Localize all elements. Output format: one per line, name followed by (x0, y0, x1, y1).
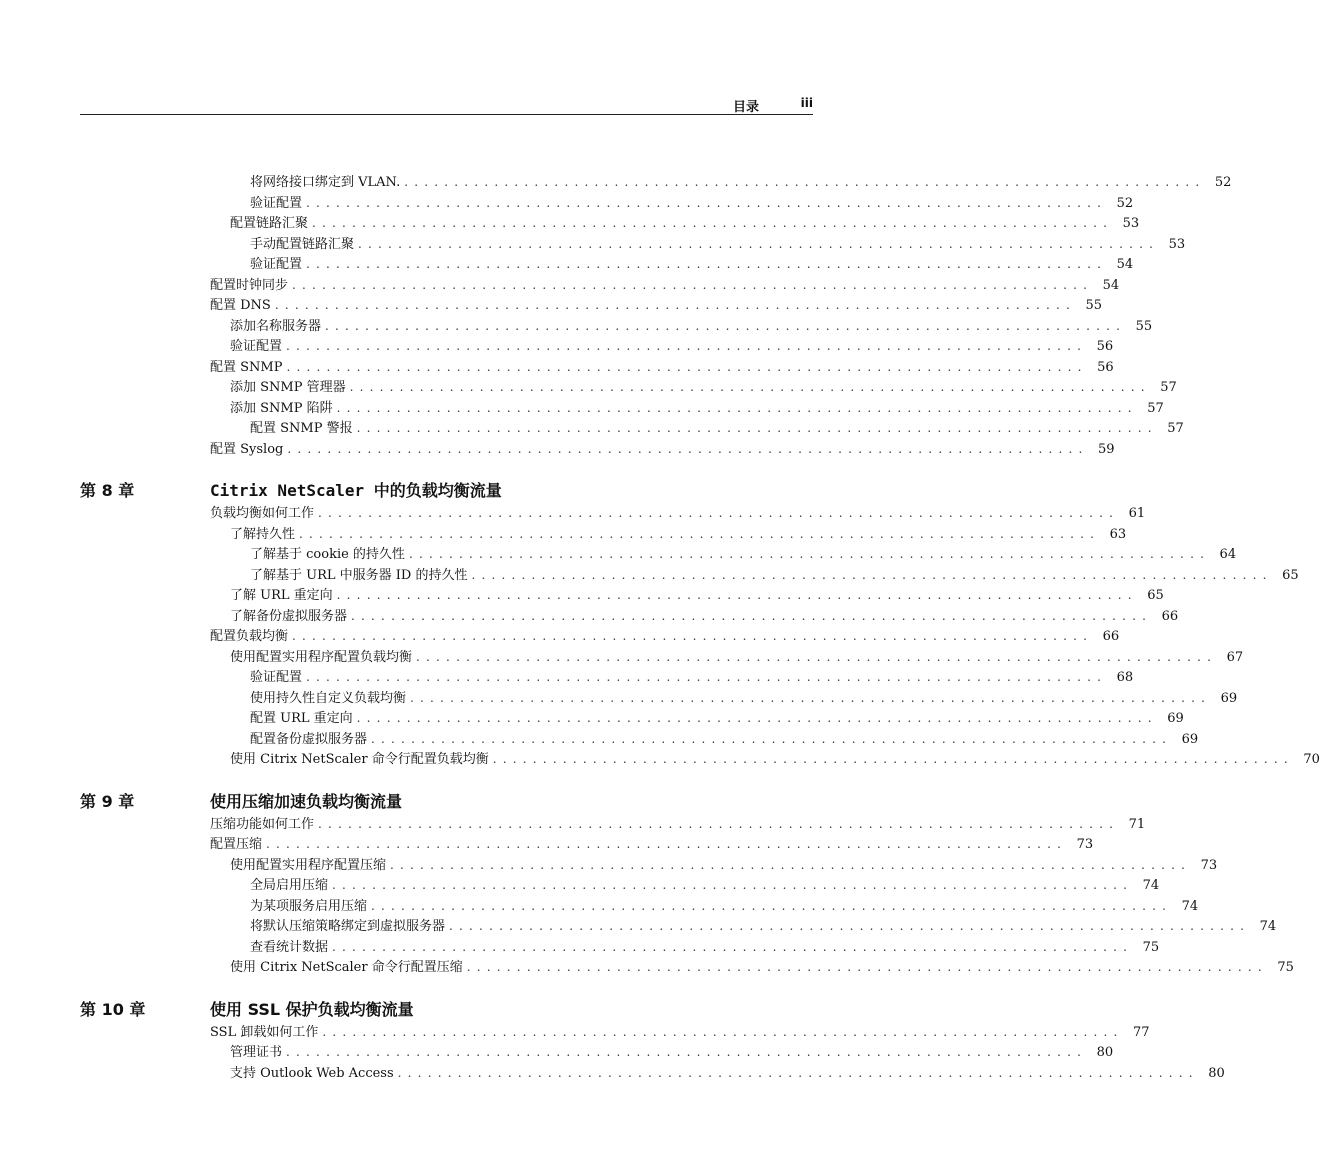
toc-entry-title: 了解持久性 (230, 525, 299, 546)
dot-leader: ................................................................................ (416, 649, 1218, 664)
toc-entry-page: 61 (1119, 504, 1145, 525)
toc-entry-title: 配置 SNMP (210, 358, 286, 379)
toc-entry-title: 管理证书 (230, 1043, 286, 1064)
toc-entry-page: 69 (1172, 730, 1198, 751)
toc-entry-title: 配置 DNS (210, 296, 275, 317)
toc-entry-page: 73 (1191, 856, 1217, 877)
dot-leader: ................................................................................ (404, 175, 1206, 189)
toc-entry-page: 54 (1093, 276, 1119, 297)
dot-leader: ................................................................................ (286, 1045, 1088, 1059)
toc-entry-title: 配置链路汇聚 (230, 214, 312, 235)
toc-entry[interactable] (250, 234, 1186, 255)
toc-entry-page: 64 (1210, 545, 1236, 566)
header-page-number: iii (800, 96, 813, 110)
dot-leader: ................................................................................ (371, 898, 1173, 913)
toc-entry[interactable] (230, 749, 1320, 770)
toc-entry-page: 56 (1088, 358, 1114, 379)
toc-entry[interactable] (210, 295, 1102, 316)
toc-entry[interactable] (250, 193, 1134, 214)
dot-leader: ................................................................................ (397, 1065, 1199, 1080)
toc-entry[interactable] (250, 565, 1299, 586)
toc-entry-title: 使用持久性自定义负载均衡 (250, 689, 410, 710)
toc-entry[interactable] (210, 439, 1115, 460)
chapter-label: 第 8 章 (80, 481, 135, 500)
chapter-gap (0, 770, 893, 790)
toc-entry-page: 69 (1158, 709, 1184, 730)
toc-entry-title: SSL 卸载如何工作 (210, 1023, 322, 1044)
toc-entry-page: 75 (1133, 938, 1159, 959)
toc-entry-page: 55 (1126, 317, 1152, 338)
toc-entry-page: 66 (1093, 627, 1119, 648)
toc-entry[interactable] (230, 585, 1164, 606)
dot-leader: ................................................................................ (325, 318, 1127, 333)
dot-leader: ................................................................................ (336, 400, 1138, 415)
toc-entry[interactable] (230, 606, 1179, 627)
toc-entry[interactable] (210, 834, 1094, 855)
dot-leader: ................................................................................ (306, 195, 1108, 210)
dot-leader: ................................................................................ (358, 236, 1160, 251)
toc-entry[interactable] (250, 937, 1160, 958)
toc-entry-page: 69 (1211, 689, 1237, 710)
dot-leader: ................................................................................ (274, 298, 1076, 312)
toc-entry-title: 了解基于 cookie 的持久性 (250, 545, 409, 566)
toc-entry[interactable] (210, 275, 1120, 296)
toc-entry[interactable] (230, 647, 1244, 668)
toc-entry-title: 全局启用压缩 (250, 876, 332, 897)
dot-leader: ................................................................................ (292, 629, 1094, 643)
toc-entry-title: 查看统计数据 (250, 938, 332, 959)
chapter-heading (0, 790, 893, 814)
toc-entry-title: 压缩功能如何工作 (210, 815, 318, 836)
toc-entry-page: 73 (1067, 835, 1093, 856)
dot-leader: ................................................................................ (349, 380, 1151, 394)
toc-entry[interactable] (250, 172, 1232, 193)
toc-entry-title: 验证配置 (250, 668, 306, 689)
toc-entry-title: 支持 Outlook Web Access (230, 1064, 398, 1085)
toc-entry-title: 使用 Citrix NetScaler 命令行配置负载均衡 (230, 750, 493, 771)
dot-leader: ................................................................................ (306, 670, 1108, 684)
toc-entry[interactable] (230, 398, 1164, 419)
toc-entry[interactable] (230, 213, 1140, 234)
toc-entry[interactable] (250, 688, 1238, 709)
toc-entry-page: 57 (1151, 378, 1177, 399)
chapter-title[interactable]: 使用压缩加速负载均衡流量 (210, 791, 403, 811)
toc-entry-title: 了解 URL 重定向 (230, 586, 337, 607)
dot-leader: ................................................................................ (287, 441, 1089, 456)
toc-entry[interactable] (210, 1022, 1150, 1043)
toc-entry-title: 配置时钟同步 (210, 276, 292, 297)
chapter-title[interactable]: 使用 SSL 保护负载均衡流量 (210, 999, 414, 1019)
toc-entry-title: 配置负载均衡 (210, 627, 292, 648)
toc-entry-page: 56 (1087, 337, 1113, 358)
toc-entry-title: 使用配置实用程序配置负载均衡 (230, 648, 416, 669)
toc-entry-title: 了解基于 URL 中服务器 ID 的持久性 (250, 566, 471, 587)
toc-entry-page: 70 (1294, 750, 1320, 771)
toc-entry-page: 65 (1273, 566, 1299, 587)
toc-entry[interactable] (230, 855, 1218, 876)
dot-leader: ................................................................................ (299, 526, 1101, 541)
toc-entry-page: 66 (1152, 607, 1178, 628)
toc-entry-title: 配置备份虚拟服务器 (250, 730, 371, 751)
toc-entry-page: 63 (1100, 525, 1126, 546)
dot-leader: ................................................................................ (336, 588, 1138, 602)
header-title: 目录 (732, 100, 759, 115)
toc-entry-page: 71 (1119, 815, 1145, 836)
toc-entry[interactable] (250, 729, 1199, 750)
toc-entry[interactable] (250, 544, 1237, 565)
toc-entry-page: 80 (1199, 1064, 1225, 1085)
dot-leader: ................................................................................ (332, 939, 1134, 954)
chapter-gap (0, 978, 893, 998)
toc-entry[interactable] (250, 418, 1184, 439)
toc-entry-title: 添加 SNMP 陷阱 (230, 399, 337, 420)
dot-leader: ................................................................................ (332, 878, 1134, 892)
toc-entry-title: 配置压缩 (210, 835, 266, 856)
toc-entry[interactable] (210, 357, 1114, 378)
dot-leader: ................................................................................ (306, 257, 1108, 271)
toc-entry-page: 74 (1172, 897, 1198, 918)
toc-entry-title: 将默认压缩策略绑定到虚拟服务器 (250, 917, 449, 938)
toc-entry-page: 52 (1107, 194, 1133, 215)
toc-entry-page: 57 (1158, 419, 1184, 440)
toc-entry[interactable] (230, 1063, 1225, 1084)
chapter-label: 第 10 章 (80, 999, 146, 1019)
toc-entry-title: 添加 SNMP 管理器 (230, 378, 350, 399)
toc-entry-title: 了解备份虚拟服务器 (230, 607, 351, 628)
dot-leader: ................................................................................ (449, 919, 1251, 933)
dot-leader: ................................................................................ (471, 567, 1273, 582)
dot-leader: ................................................................................ (492, 752, 1294, 766)
toc-entry-page: 53 (1159, 235, 1185, 256)
toc-entry-title: 验证配置 (250, 194, 306, 215)
toc-entry[interactable] (210, 814, 1146, 835)
toc-entry-page: 80 (1087, 1043, 1113, 1064)
toc-entry-page: 59 (1089, 440, 1115, 461)
dot-leader: ................................................................................ (286, 359, 1088, 374)
dot-leader: ................................................................................ (466, 960, 1268, 974)
dot-leader: ................................................................................ (351, 608, 1153, 623)
toc-entry-page: 68 (1107, 668, 1133, 689)
toc-entry[interactable] (250, 896, 1199, 917)
toc-entry-page: 55 (1076, 296, 1102, 317)
toc-entry-title: 配置 URL 重定向 (250, 709, 357, 730)
toc-entry-page: 75 (1268, 958, 1294, 979)
dot-leader: ................................................................................ (322, 1024, 1124, 1039)
toc-entry-page: 67 (1217, 648, 1243, 669)
toc-entry-title: 配置 Syslog (210, 440, 287, 461)
toc-entry[interactable] (230, 316, 1153, 337)
toc-entry[interactable] (230, 377, 1177, 398)
dot-leader: ................................................................................ (318, 506, 1120, 520)
dot-leader: ................................................................................ (410, 690, 1212, 705)
toc-entry[interactable] (210, 503, 1146, 524)
toc-entry-page: 77 (1124, 1023, 1150, 1044)
table-of-contents (0, 172, 1320, 1083)
page-header (80, 96, 813, 115)
chapter-label: 第 9 章 (80, 791, 135, 811)
dot-leader: ................................................................................ (390, 857, 1192, 872)
toc-entry[interactable] (250, 916, 1277, 937)
chapter-heading (0, 479, 893, 503)
toc-entry[interactable] (250, 875, 1160, 896)
dot-leader: ................................................................................ (371, 731, 1173, 746)
toc-entry[interactable] (230, 336, 1114, 357)
dot-leader: ................................................................................ (318, 816, 1120, 831)
toc-entry-title: 为某项服务启用压缩 (250, 897, 371, 918)
dot-leader: ................................................................................ (266, 837, 1068, 851)
toc-entry[interactable] (230, 957, 1294, 978)
dot-leader: ................................................................................ (292, 277, 1094, 292)
dot-leader: ................................................................................ (312, 216, 1114, 230)
chapter-heading (0, 998, 893, 1022)
toc-entry-title: 使用 Citrix NetScaler 命令行配置压缩 (230, 958, 467, 979)
toc-entry-page: 74 (1250, 917, 1276, 938)
toc-entry-page: 53 (1113, 214, 1139, 235)
toc-entry-title: 验证配置 (250, 255, 306, 276)
toc-entry-page: 57 (1138, 399, 1164, 420)
toc-entry-title: 手动配置链路汇聚 (250, 235, 358, 256)
toc-entry[interactable] (230, 524, 1127, 545)
chapter-gap (0, 459, 893, 479)
toc-entry-page: 52 (1205, 173, 1231, 194)
toc-entry-title: 将网络接口绑定到 VLAN. (250, 173, 404, 194)
toc-entry-title: 添加名称服务器 (230, 317, 325, 338)
dot-leader: ................................................................................ (356, 711, 1158, 725)
toc-entry-title: 负载均衡如何工作 (210, 504, 318, 525)
toc-entry-title: 使用配置实用程序配置压缩 (230, 856, 390, 877)
toc-entry-page: 74 (1133, 876, 1159, 897)
toc-entry[interactable] (230, 1042, 1114, 1063)
toc-entry[interactable] (210, 626, 1120, 647)
dot-leader: ................................................................................ (286, 339, 1088, 353)
toc-entry[interactable] (250, 667, 1134, 688)
dot-leader: ................................................................................ (408, 547, 1211, 561)
toc-entry-page: 65 (1138, 586, 1164, 607)
chapter-title[interactable]: Citrix NetScaler 中的负载均衡流量 (210, 481, 502, 500)
dot-leader: ................................................................................ (356, 421, 1158, 435)
toc-entry-title: 验证配置 (230, 337, 286, 358)
toc-entry[interactable] (250, 708, 1184, 729)
toc-entry-title: 配置 SNMP 警报 (250, 419, 357, 440)
toc-entry-page: 54 (1107, 255, 1133, 276)
toc-entry[interactable] (250, 254, 1134, 275)
